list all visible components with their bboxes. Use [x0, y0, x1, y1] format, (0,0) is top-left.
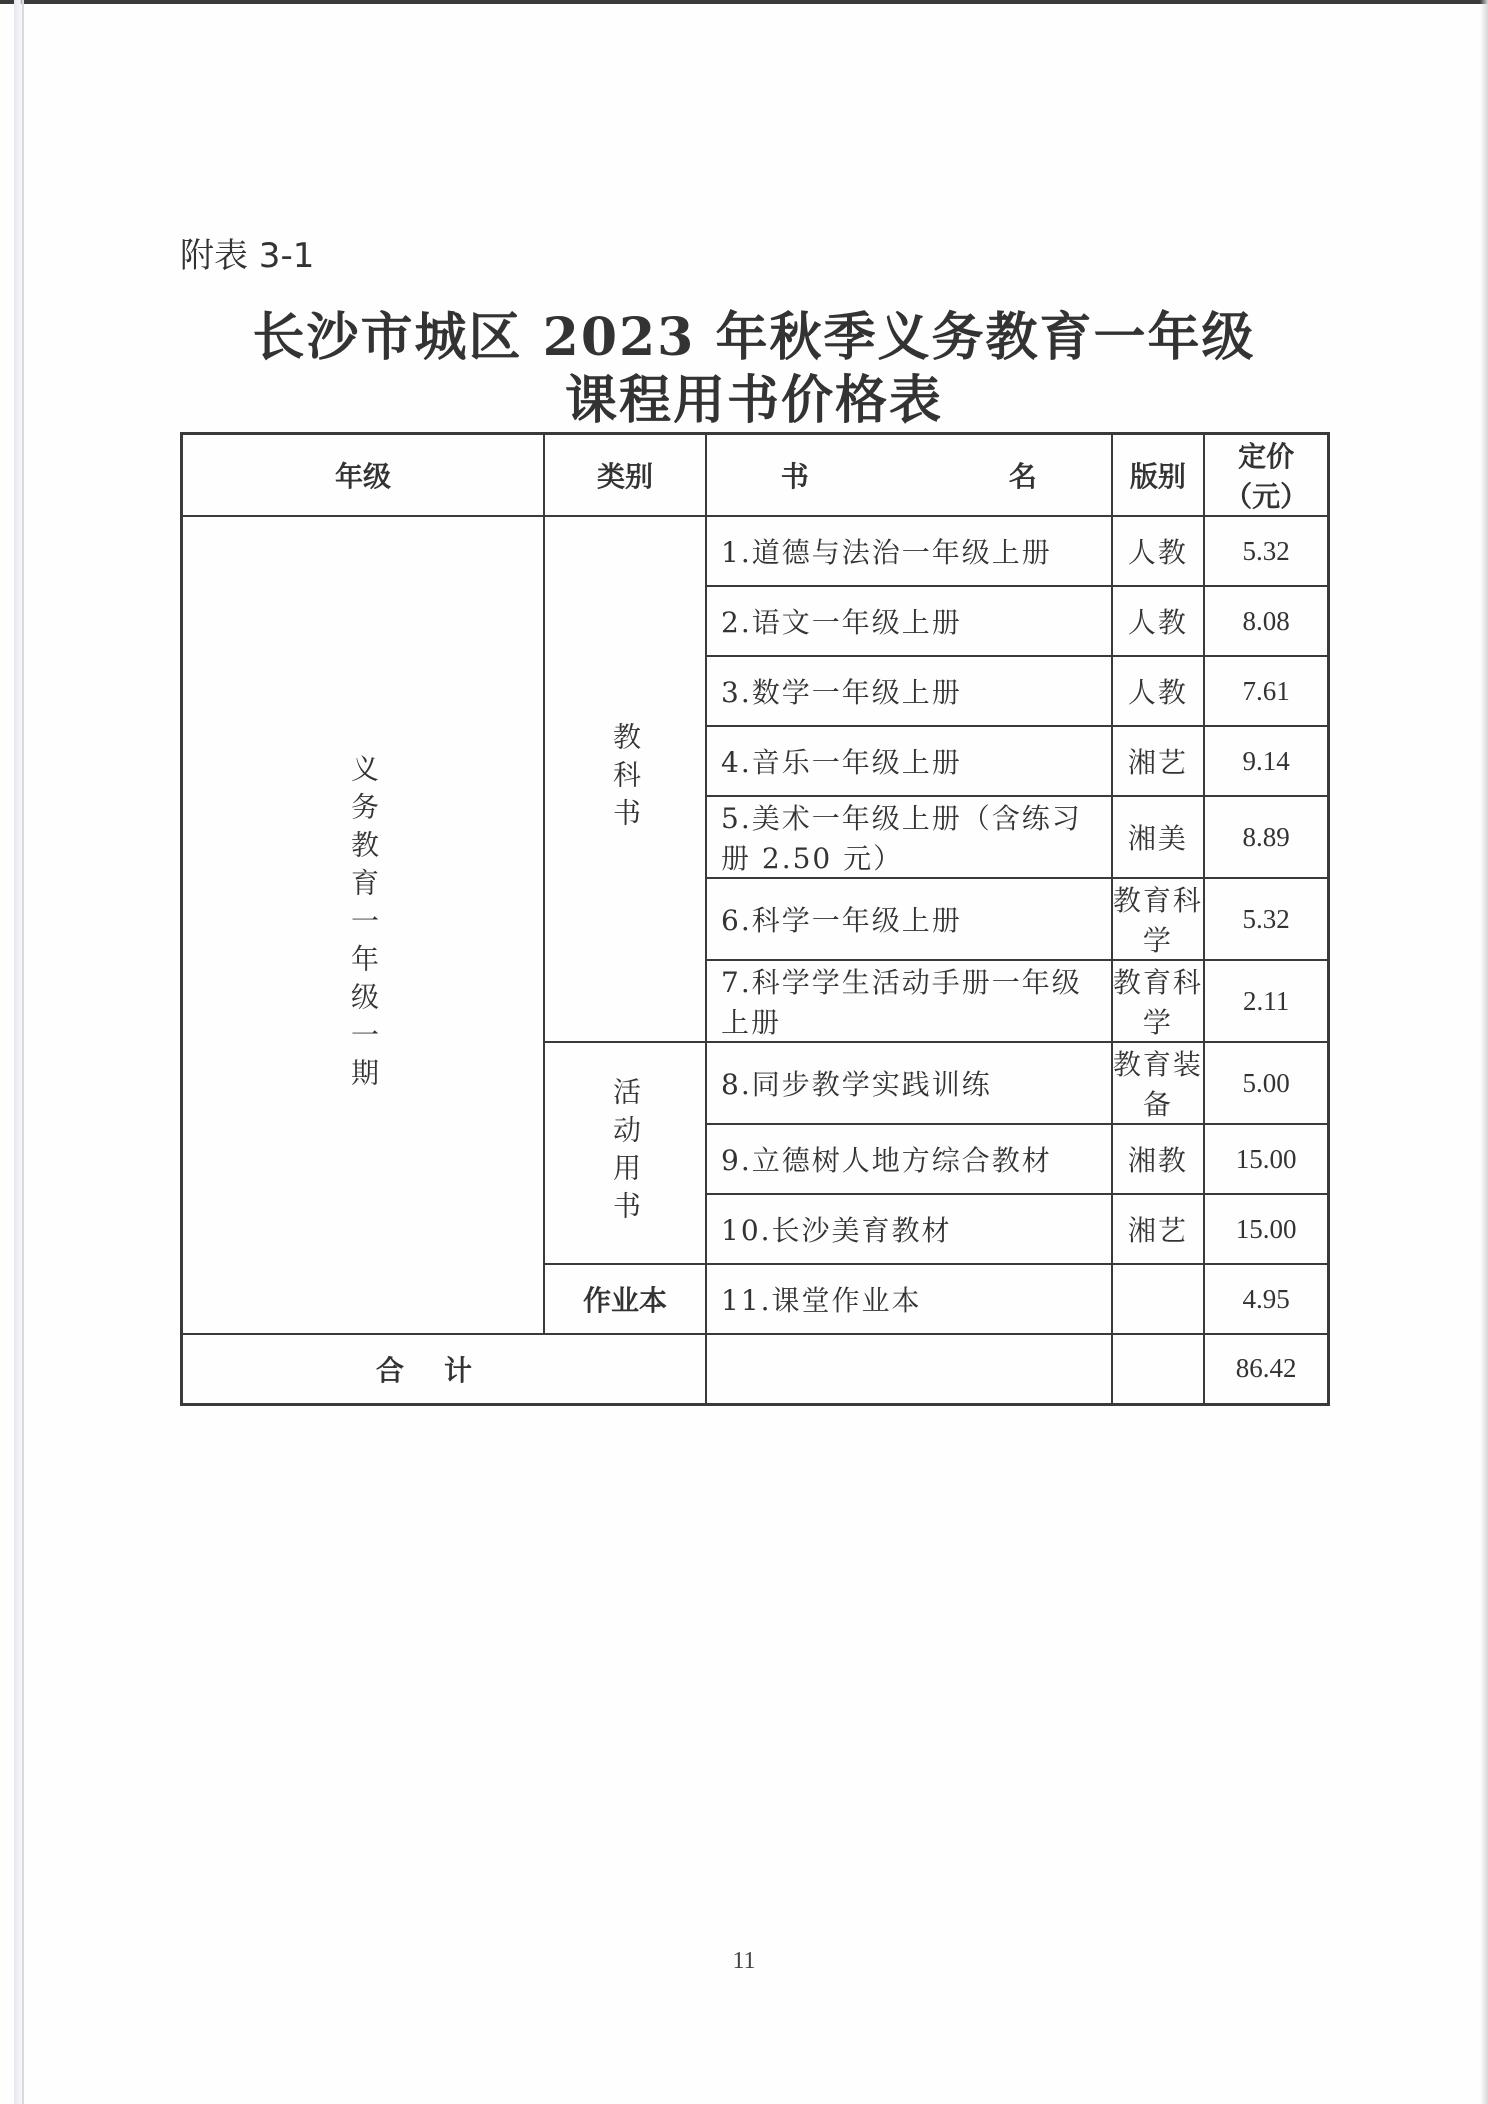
header-book-name	[706, 434, 1112, 517]
table-header-row	[182, 434, 1329, 517]
page-title-line1: 长沙市城区 2023 年秋季义务教育一年级	[252, 307, 1256, 368]
book-publisher	[1112, 1264, 1205, 1334]
header-book-name-part2: 名	[1008, 460, 1037, 493]
book-price: 5.32	[1204, 878, 1328, 960]
book-name: 4.音乐一年级上册	[706, 726, 1112, 796]
total-label: 合计	[182, 1334, 707, 1404]
appendix-label: 附表 3-1	[180, 236, 315, 276]
category-activity-cell	[544, 1042, 706, 1264]
header-book-name-part1: 书	[780, 460, 809, 493]
header-grade: 年级	[182, 434, 545, 517]
book-price: 15.00	[1204, 1124, 1328, 1194]
book-publisher: 湘教	[1112, 1124, 1205, 1194]
book-price: 8.08	[1204, 586, 1328, 656]
category-textbooks: 教科书	[609, 722, 642, 836]
book-name: 3.数学一年级上册	[706, 656, 1112, 726]
grade-cell	[182, 516, 545, 1334]
scan-edge-left-line	[22, 0, 24, 2104]
price-table	[180, 432, 1330, 1406]
book-price: 15.00	[1204, 1194, 1328, 1264]
book-publisher: 湘艺	[1112, 1194, 1205, 1264]
book-price: 2.11	[1204, 960, 1328, 1042]
book-publisher: 教育科学	[1112, 960, 1205, 1042]
header-price: 定价（元）	[1204, 434, 1328, 517]
total-name-empty	[706, 1334, 1112, 1404]
grade-label: 义务教育一年级一期	[347, 754, 380, 1096]
scan-edge-top	[0, 0, 1488, 4]
book-publisher: 湘艺	[1112, 726, 1205, 796]
page-title-line2: 课程用书价格表	[564, 370, 943, 431]
book-publisher: 教育科学	[1112, 878, 1205, 960]
book-publisher: 人教	[1112, 586, 1205, 656]
total-publisher-empty	[1112, 1334, 1205, 1404]
book-price: 8.89	[1204, 796, 1328, 878]
book-name: 7.科学学生活动手册一年级上册	[706, 960, 1112, 1042]
header-category: 类别	[544, 434, 706, 517]
book-price: 5.32	[1204, 516, 1328, 586]
book-name: 5.美术一年级上册（含练习册 2.50 元）	[706, 796, 1112, 878]
book-price: 7.61	[1204, 656, 1328, 726]
table-row	[182, 516, 1329, 586]
book-name: 11.课堂作业本	[706, 1264, 1112, 1334]
book-publisher: 教育装备	[1112, 1042, 1205, 1124]
book-publisher: 人教	[1112, 656, 1205, 726]
category-homework: 作业本	[544, 1264, 706, 1334]
book-price: 5.00	[1204, 1042, 1328, 1124]
book-name: 1.道德与法治一年级上册	[706, 516, 1112, 586]
book-name: 10.长沙美育教材	[706, 1194, 1112, 1264]
book-name: 8.同步教学实践训练	[706, 1042, 1112, 1124]
book-price: 9.14	[1204, 726, 1328, 796]
book-name: 9.立德树人地方综合教材	[706, 1124, 1112, 1194]
book-publisher: 人教	[1112, 516, 1205, 586]
header-publisher: 版别	[1112, 434, 1205, 517]
page-number: 11	[732, 1948, 756, 1974]
category-textbooks-cell	[544, 516, 706, 1042]
category-activity: 活动用书	[609, 1077, 642, 1229]
book-name: 2.语文一年级上册	[706, 586, 1112, 656]
book-name: 6.科学一年级上册	[706, 878, 1112, 960]
book-publisher: 湘美	[1112, 796, 1205, 878]
scan-edge-right	[1480, 0, 1488, 2104]
book-price: 4.95	[1204, 1264, 1328, 1334]
total-price: 86.42	[1204, 1334, 1328, 1404]
table-total-row	[182, 1334, 1329, 1404]
